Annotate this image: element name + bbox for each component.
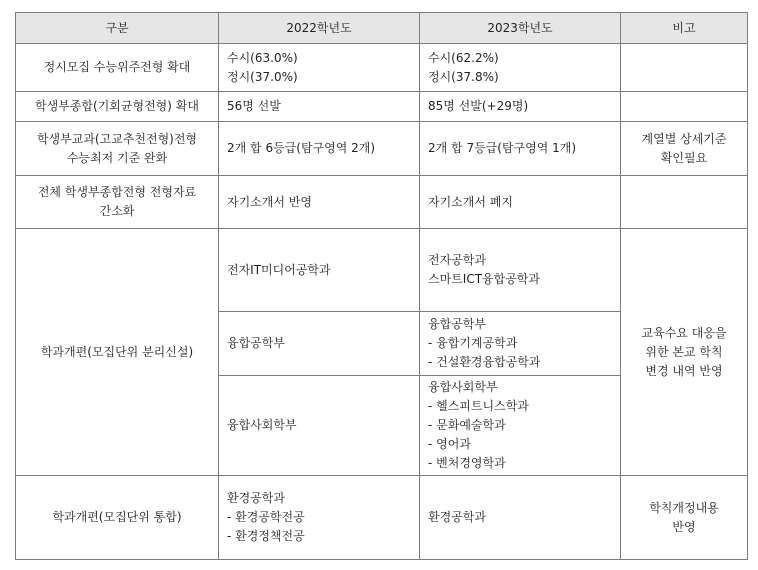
table-row [16,44,748,92]
table-row [16,476,748,560]
cell-line: 융합사회학부 [428,380,498,394]
cell-2023 [420,229,621,312]
cell-line: 학생부교과(고교추천전형)전형 [36,131,198,146]
cell-2023: 환경공학과 [420,476,621,560]
row-category [16,176,219,229]
cell-line: - 환경공학전공 [227,510,305,524]
header-category: 구분 [16,13,219,44]
cell-2022: 융합공학부 [219,312,420,376]
cell-line: 변경 내역 반영 [645,363,723,378]
header-note: 비고 [621,13,748,44]
table-row [16,229,748,312]
row-category: 정시모집 수능위주전형 확대 [16,44,219,92]
cell-line: - 건설환경융합공학과 [428,355,541,369]
cell-line: 확인필요 [660,150,708,165]
cell-2022: 융합사회학부 [219,376,420,476]
cell-line: 수시(62.2%) [428,50,499,65]
cell-2023 [420,312,621,376]
cell-line: 전자공학과 [428,253,486,267]
cell-note [621,92,748,122]
cell-line: - 헬스피트니스학과 [428,399,529,413]
cell-line: 반영 [672,519,696,534]
table-row [16,92,748,122]
cell-line: 정시(37.0%) [227,69,298,84]
table-row [16,176,748,229]
row-category: 학생부종합(기회균형전형) 확대 [16,92,219,122]
cell-note [621,44,748,92]
cell-line: 계열별 상세기준 [641,131,727,146]
cell-line: 융합공학부 [428,317,486,331]
row-category [16,122,219,176]
cell-line: - 벤처경영학과 [428,456,506,470]
table-header-row [16,13,748,44]
cell-line: - 영어과 [428,437,471,451]
cell-note [621,176,748,229]
cell-line: - 융합기계공학과 [428,336,518,350]
cell-line: 간소화 [99,204,135,218]
cell-line: 환경공학과 [227,491,285,505]
cell-line: 위한 본교 학칙 [645,344,723,359]
cell-2023 [420,376,621,476]
cell-2023: 85명 선발(+29명) [420,92,621,122]
cell-2022: 56명 선발 [219,92,420,122]
cell-line: 수능최저 기준 완화 [66,150,168,165]
cell-line: 전체 학생부종합전형 전형자료 [37,185,197,199]
cell-2022: 2개 합 6등급(탐구영역 2개) [219,122,420,176]
cell-line: 스마트ICT융합공학과 [428,272,540,286]
cell-2023 [420,44,621,92]
cell-line: 정시(37.8%) [428,69,499,84]
cell-2022: 자기소개서 반영 [219,176,420,229]
table-row [16,122,748,176]
cell-line: 교육수요 대응을 [641,325,727,340]
cell-2023: 자기소개서 폐지 [420,176,621,229]
cell-2023: 2개 합 7등급(탐구영역 1개) [420,122,621,176]
cell-2022 [219,44,420,92]
header-2023: 2023학년도 [420,13,621,44]
row-category: 학과개편(모집단위 통합) [16,476,219,560]
cell-line: 학칙개정내용 [649,500,719,515]
cell-2022 [219,476,420,560]
cell-line: - 문화예술학과 [428,418,506,432]
cell-2022: 전자IT미디어공학과 [219,229,420,312]
admission-changes-table [15,12,748,560]
row-category: 학과개편(모집단위 분리신설) [16,229,219,476]
cell-note [621,229,748,476]
cell-note [621,476,748,560]
cell-note [621,122,748,176]
cell-line: - 환경정책전공 [227,529,305,543]
header-2022: 2022학년도 [219,13,420,44]
cell-line: 수시(63.0%) [227,50,298,65]
